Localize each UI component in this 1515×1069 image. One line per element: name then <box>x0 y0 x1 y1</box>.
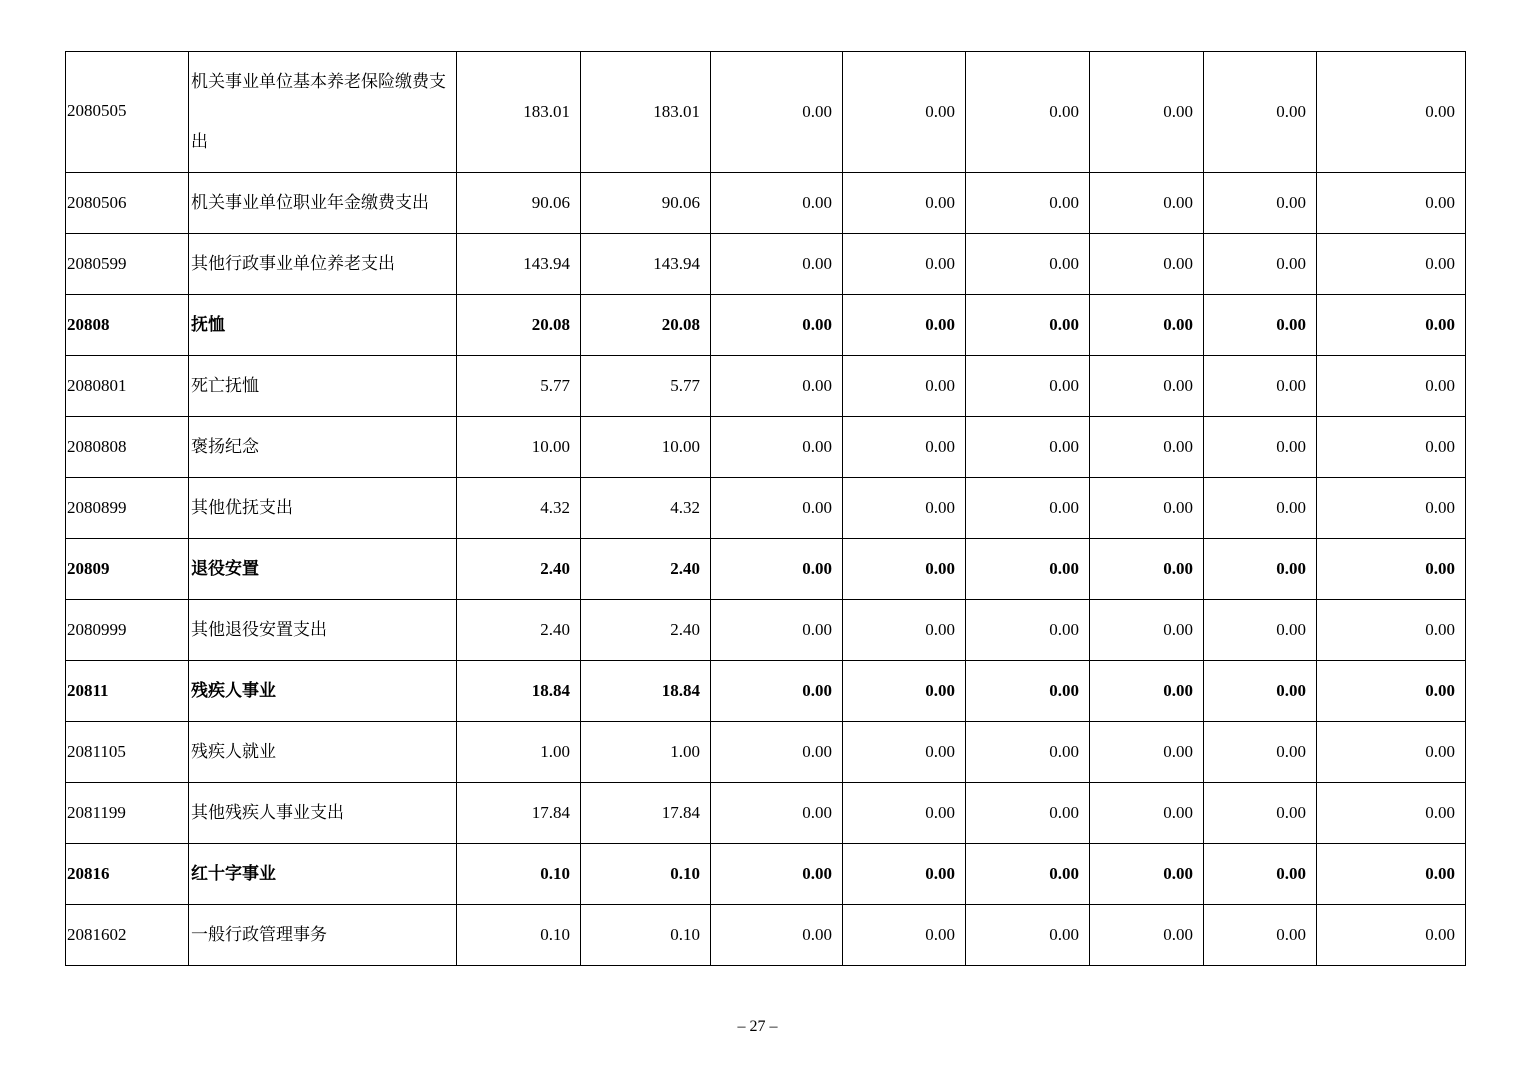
cell-value: 0.00 <box>843 356 966 417</box>
cell-name: 红十字事业 <box>189 844 457 905</box>
cell-value: 0.00 <box>1317 295 1466 356</box>
cell-value: 0.00 <box>1204 905 1317 966</box>
cell-value: 0.00 <box>1317 539 1466 600</box>
cell-value: 0.00 <box>1090 295 1204 356</box>
cell-value: 0.00 <box>843 478 966 539</box>
cell-value: 0.00 <box>1090 783 1204 844</box>
cell-value: 2.40 <box>457 600 581 661</box>
cell-value: 0.00 <box>966 722 1090 783</box>
cell-value: 0.00 <box>966 844 1090 905</box>
cell-value: 0.00 <box>966 539 1090 600</box>
cell-value: 0.00 <box>1317 173 1466 234</box>
cell-value: 0.00 <box>1204 539 1317 600</box>
cell-code: 2081199 <box>66 783 189 844</box>
table-row <box>66 52 1466 173</box>
cell-code: 20808 <box>66 295 189 356</box>
cell-value: 0.00 <box>1090 905 1204 966</box>
cell-value: 0.00 <box>1204 600 1317 661</box>
cell-value: 0.00 <box>1090 600 1204 661</box>
cell-name: 残疾人就业 <box>189 722 457 783</box>
cell-value: 1.00 <box>581 722 711 783</box>
cell-value: 143.94 <box>581 234 711 295</box>
table-row <box>66 905 1466 966</box>
cell-value: 0.00 <box>966 783 1090 844</box>
cell-value: 1.00 <box>457 722 581 783</box>
cell-value: 4.32 <box>581 478 711 539</box>
cell-name: 其他退役安置支出 <box>189 600 457 661</box>
cell-code: 20816 <box>66 844 189 905</box>
table-row <box>66 600 1466 661</box>
cell-value: 0.00 <box>1204 722 1317 783</box>
cell-value: 0.00 <box>843 844 966 905</box>
cell-value: 0.00 <box>843 173 966 234</box>
cell-value: 0.00 <box>1204 417 1317 478</box>
cell-value: 0.00 <box>711 783 843 844</box>
cell-value: 0.00 <box>966 600 1090 661</box>
cell-value: 0.00 <box>966 661 1090 722</box>
cell-value: 10.00 <box>581 417 711 478</box>
cell-value: 20.08 <box>581 295 711 356</box>
cell-code: 20811 <box>66 661 189 722</box>
cell-value: 0.00 <box>966 905 1090 966</box>
cell-value: 0.00 <box>1204 173 1317 234</box>
cell-value: 0.00 <box>966 234 1090 295</box>
cell-name: 一般行政管理事务 <box>189 905 457 966</box>
cell-value: 0.00 <box>1090 356 1204 417</box>
cell-value: 4.32 <box>457 478 581 539</box>
cell-value: 0.00 <box>843 417 966 478</box>
cell-value: 0.00 <box>1317 478 1466 539</box>
cell-value: 0.00 <box>1204 844 1317 905</box>
cell-value: 0.00 <box>1090 52 1204 173</box>
cell-value: 0.00 <box>1317 600 1466 661</box>
cell-value: 0.00 <box>711 539 843 600</box>
cell-value: 0.00 <box>966 356 1090 417</box>
cell-code: 2080505 <box>66 52 189 173</box>
cell-value: 5.77 <box>457 356 581 417</box>
cell-value: 0.00 <box>1317 661 1466 722</box>
cell-value: 0.00 <box>1204 478 1317 539</box>
cell-name: 残疾人事业 <box>189 661 457 722</box>
cell-value: 0.00 <box>843 722 966 783</box>
table-row <box>66 783 1466 844</box>
cell-value: 0.10 <box>581 844 711 905</box>
cell-value: 183.01 <box>581 52 711 173</box>
cell-value: 0.00 <box>966 478 1090 539</box>
cell-value: 0.00 <box>711 234 843 295</box>
table-row <box>66 234 1466 295</box>
cell-value: 0.00 <box>1090 539 1204 600</box>
cell-value: 0.00 <box>711 356 843 417</box>
cell-value: 0.00 <box>966 52 1090 173</box>
cell-name: 机关事业单位基本养老保险缴费支出 <box>189 52 457 173</box>
cell-name: 其他残疾人事业支出 <box>189 783 457 844</box>
cell-code: 2080506 <box>66 173 189 234</box>
cell-value: 0.00 <box>711 661 843 722</box>
cell-value: 0.00 <box>843 52 966 173</box>
cell-value: 0.00 <box>843 234 966 295</box>
cell-name: 机关事业单位职业年金缴费支出 <box>189 173 457 234</box>
cell-name: 死亡抚恤 <box>189 356 457 417</box>
cell-value: 0.00 <box>1090 722 1204 783</box>
cell-code: 2081105 <box>66 722 189 783</box>
cell-code: 2080808 <box>66 417 189 478</box>
cell-value: 0.00 <box>843 661 966 722</box>
cell-value: 90.06 <box>457 173 581 234</box>
cell-value: 143.94 <box>457 234 581 295</box>
cell-value: 0.00 <box>1204 661 1317 722</box>
cell-code: 2080999 <box>66 600 189 661</box>
cell-value: 0.00 <box>843 905 966 966</box>
cell-value: 2.40 <box>581 600 711 661</box>
cell-value: 0.00 <box>1317 52 1466 173</box>
cell-value: 0.00 <box>1317 234 1466 295</box>
cell-value: 0.00 <box>711 722 843 783</box>
cell-value: 0.00 <box>1090 417 1204 478</box>
cell-value: 0.00 <box>1090 661 1204 722</box>
cell-value: 0.00 <box>711 905 843 966</box>
cell-value: 0.00 <box>843 783 966 844</box>
cell-name: 其他行政事业单位养老支出 <box>189 234 457 295</box>
cell-value: 0.00 <box>1090 173 1204 234</box>
cell-value: 0.00 <box>711 844 843 905</box>
cell-value: 0.00 <box>711 417 843 478</box>
cell-value: 0.00 <box>711 52 843 173</box>
cell-value: 0.00 <box>1204 295 1317 356</box>
cell-value: 17.84 <box>457 783 581 844</box>
cell-value: 0.10 <box>581 905 711 966</box>
cell-value: 0.00 <box>711 173 843 234</box>
cell-value: 18.84 <box>581 661 711 722</box>
cell-value: 0.00 <box>1090 478 1204 539</box>
cell-value: 0.00 <box>1204 783 1317 844</box>
table-row <box>66 295 1466 356</box>
cell-value: 0.00 <box>1317 417 1466 478</box>
cell-value: 5.77 <box>581 356 711 417</box>
table-body <box>66 52 1466 966</box>
cell-value: 0.00 <box>1317 722 1466 783</box>
cell-value: 0.00 <box>1204 356 1317 417</box>
budget-table <box>65 51 1466 966</box>
cell-value: 17.84 <box>581 783 711 844</box>
cell-value: 0.00 <box>1090 844 1204 905</box>
cell-value: 0.00 <box>966 173 1090 234</box>
cell-value: 0.00 <box>711 478 843 539</box>
cell-name: 其他优抚支出 <box>189 478 457 539</box>
cell-value: 10.00 <box>457 417 581 478</box>
table-row <box>66 173 1466 234</box>
cell-code: 2080899 <box>66 478 189 539</box>
cell-code: 2080801 <box>66 356 189 417</box>
cell-value: 20.08 <box>457 295 581 356</box>
cell-value: 0.00 <box>1317 783 1466 844</box>
cell-value: 0.00 <box>843 600 966 661</box>
cell-value: 0.00 <box>843 295 966 356</box>
table-row <box>66 722 1466 783</box>
cell-value: 2.40 <box>581 539 711 600</box>
cell-value: 18.84 <box>457 661 581 722</box>
cell-value: 0.10 <box>457 844 581 905</box>
cell-value: 0.00 <box>1317 905 1466 966</box>
page-number: – 27 – <box>737 1018 778 1035</box>
cell-name: 抚恤 <box>189 295 457 356</box>
cell-value: 2.40 <box>457 539 581 600</box>
cell-code: 20809 <box>66 539 189 600</box>
table-row <box>66 356 1466 417</box>
table-row <box>66 539 1466 600</box>
cell-value: 0.00 <box>711 600 843 661</box>
cell-value: 0.00 <box>1204 52 1317 173</box>
cell-value: 0.00 <box>1317 356 1466 417</box>
cell-value: 183.01 <box>457 52 581 173</box>
cell-value: 0.00 <box>966 417 1090 478</box>
cell-value: 0.00 <box>843 539 966 600</box>
cell-value: 0.00 <box>1090 234 1204 295</box>
table-row <box>66 478 1466 539</box>
cell-name: 退役安置 <box>189 539 457 600</box>
cell-value: 0.00 <box>966 295 1090 356</box>
cell-code: 2080599 <box>66 234 189 295</box>
cell-value: 0.00 <box>711 295 843 356</box>
table-row <box>66 417 1466 478</box>
cell-value: 0.00 <box>1317 844 1466 905</box>
table-row <box>66 661 1466 722</box>
cell-value: 0.10 <box>457 905 581 966</box>
table-row <box>66 844 1466 905</box>
cell-name: 褒扬纪念 <box>189 417 457 478</box>
cell-code: 2081602 <box>66 905 189 966</box>
cell-value: 0.00 <box>1204 234 1317 295</box>
cell-value: 90.06 <box>581 173 711 234</box>
